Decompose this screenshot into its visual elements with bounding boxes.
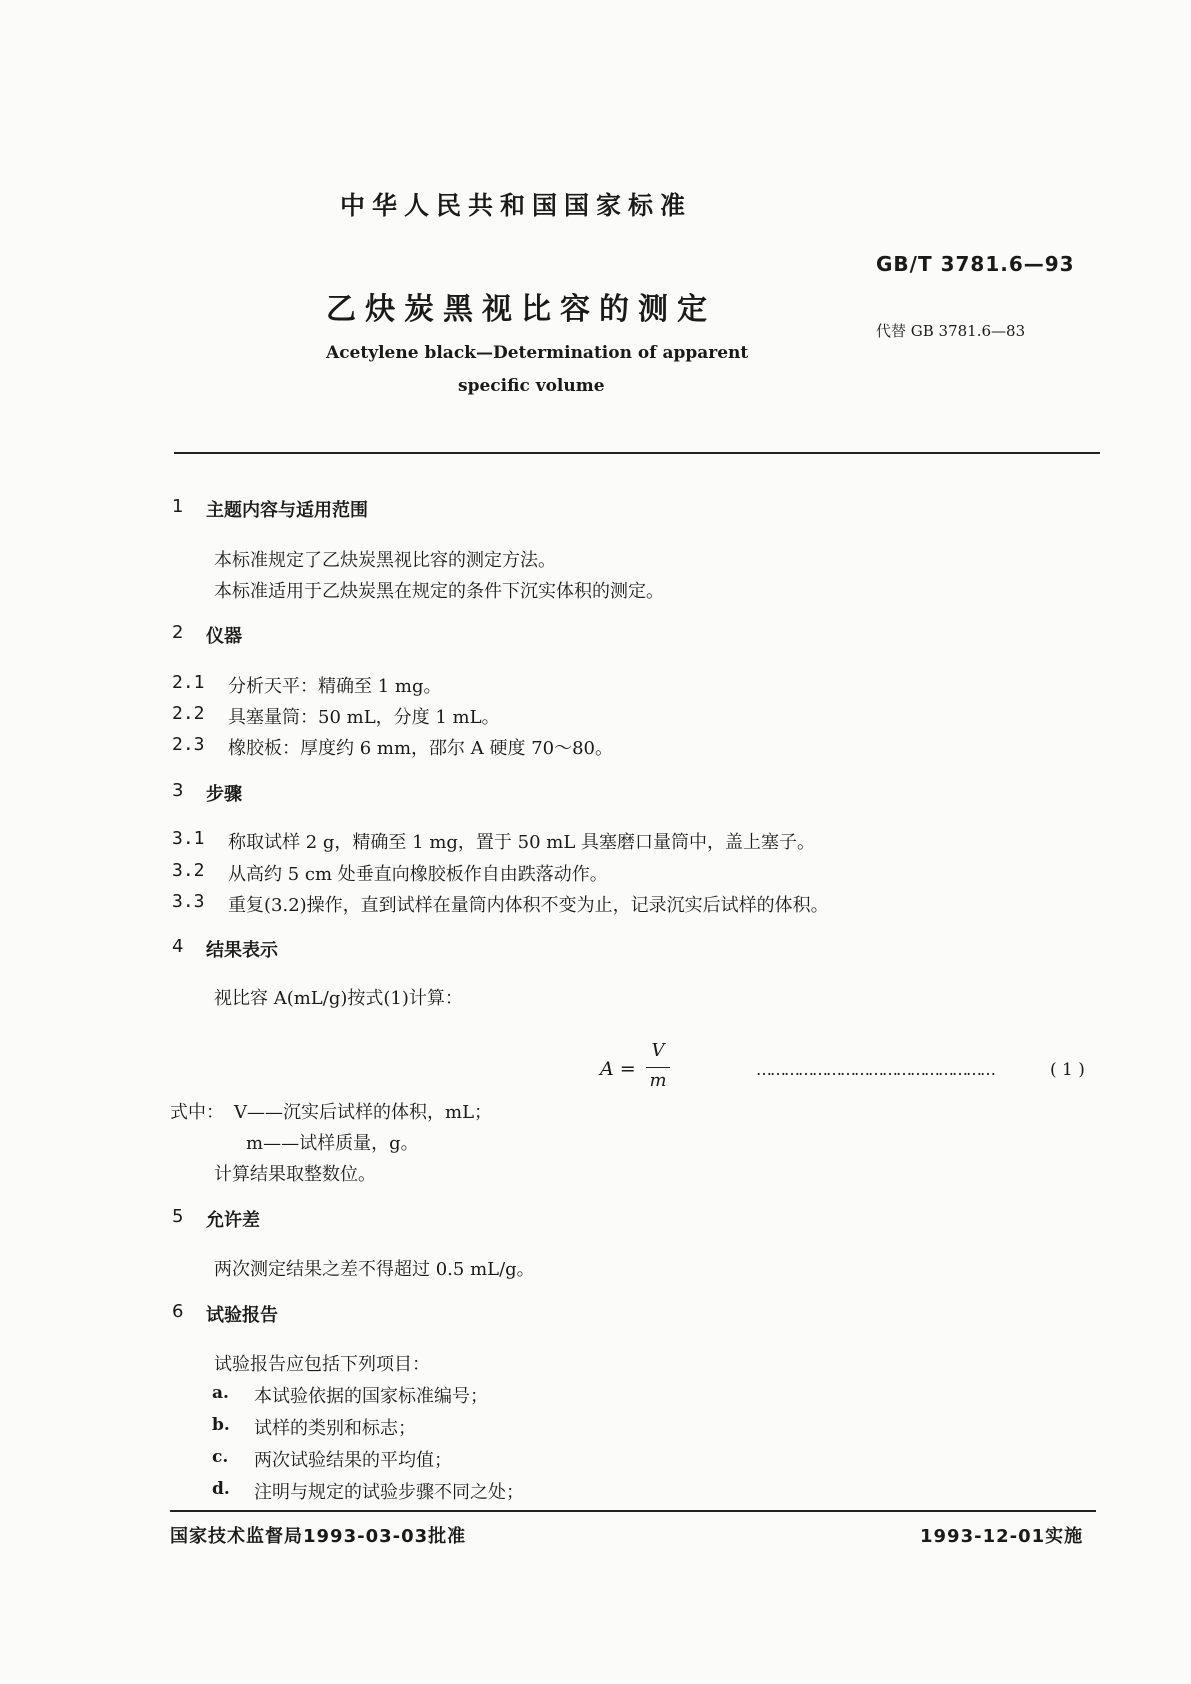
section-3-title: 步骤 xyxy=(206,784,242,805)
list-item-letter: d. xyxy=(212,1479,230,1499)
list-item-letter: a. xyxy=(212,1383,229,1403)
effective-date: 1993-12-01实施 xyxy=(920,1526,1084,1547)
list-item-text: 本试验依据的国家标准编号； xyxy=(254,1386,488,1407)
section-1-number: 1 xyxy=(172,496,184,517)
section-5-title: 允许差 xyxy=(206,1210,260,1231)
approval-date: 国家技术监督局1993-03-03批准 xyxy=(170,1526,467,1547)
fraction-bar xyxy=(646,1067,670,1068)
title-english-line2: specific volume xyxy=(458,376,605,396)
list-item-text: 试样的类别和标志； xyxy=(254,1418,416,1439)
item-text: 具塞量筒：50 mL，分度 1 mL。 xyxy=(228,707,500,728)
section-3-number: 3 xyxy=(172,780,184,801)
section-1-paragraph-1: 本标准规定了乙炔炭黑视比容的测定方法。 xyxy=(214,550,556,571)
section-4-number: 4 xyxy=(172,936,184,957)
item-number: 2.2 xyxy=(172,703,205,724)
list-item-letter: b. xyxy=(212,1415,230,1435)
where-label: 式中： xyxy=(170,1102,224,1123)
item-number: 3.1 xyxy=(172,828,205,849)
section-6-title: 试验报告 xyxy=(206,1305,278,1326)
section-6-intro: 试验报告应包括下列项目： xyxy=(214,1354,430,1375)
item-text: 分析天平：精确至 1 mg。 xyxy=(228,676,442,697)
section-4-title: 结果表示 xyxy=(206,940,278,961)
section-6-number: 6 xyxy=(172,1301,184,1322)
formula-number: ( 1 ) xyxy=(1050,1060,1085,1080)
document-title: 乙炔炭黑视比容的测定 xyxy=(326,292,716,327)
list-item-letter: c. xyxy=(212,1447,229,1467)
item-text: 从高约 5 cm 处垂直向橡胶板作自由跌落动作。 xyxy=(228,864,608,885)
item-number: 2.3 xyxy=(172,734,205,755)
org-title: 中华人民共和国国家标准 xyxy=(340,191,693,220)
formula-intro: 视比容 A(mL/g)按式(1)计算： xyxy=(214,988,463,1009)
item-text: 称取试样 2 g，精确至 1 mg，置于 50 mL 具塞磨口量筒中，盖上塞子。 xyxy=(228,832,815,853)
formula-leader-dots: …………………………………………… xyxy=(756,1060,994,1079)
list-item-text: 注明与规定的试验步骤不同之处； xyxy=(254,1482,524,1503)
replaces-note: 代替 GB 3781.6—83 xyxy=(876,322,1026,340)
formula-numerator: V xyxy=(651,1040,665,1061)
title-english-line1: Acetylene black—Determination of apparent xyxy=(326,343,749,363)
item-number: 3.2 xyxy=(172,860,205,881)
item-number: 2.1 xyxy=(172,672,205,693)
formula-denominator: m xyxy=(649,1070,667,1091)
where-v: V——沉实后试样的体积，mL； xyxy=(234,1102,493,1123)
section-5-paragraph: 两次测定结果之差不得超过 0.5 mL/g。 xyxy=(214,1259,535,1280)
section-5-number: 5 xyxy=(172,1206,184,1227)
item-text: 重复(3.2)操作，直到试样在量筒内体积不变为止，记录沉实后试样的体积。 xyxy=(228,895,829,916)
item-number: 3.3 xyxy=(172,891,205,912)
formula-lhs: A = xyxy=(600,1058,636,1080)
footer-divider xyxy=(170,1510,1096,1512)
section-2-number: 2 xyxy=(172,622,184,643)
standard-code: GB/T 3781.6—93 xyxy=(876,252,1075,276)
header-divider xyxy=(174,452,1100,454)
section-2-title: 仪器 xyxy=(206,626,242,647)
section-1-paragraph-2: 本标准适用于乙炔炭黑在规定的条件下沉实体积的测定。 xyxy=(214,581,664,602)
where-m: m——试样质量，g。 xyxy=(246,1133,419,1154)
rounding-note: 计算结果取整数位。 xyxy=(214,1164,376,1185)
section-1-title: 主题内容与适用范围 xyxy=(206,500,368,521)
list-item-text: 两次试验结果的平均值； xyxy=(254,1450,452,1471)
item-text: 橡胶板：厚度约 6 mm，邵尔 A 硬度 70～80。 xyxy=(228,738,614,759)
